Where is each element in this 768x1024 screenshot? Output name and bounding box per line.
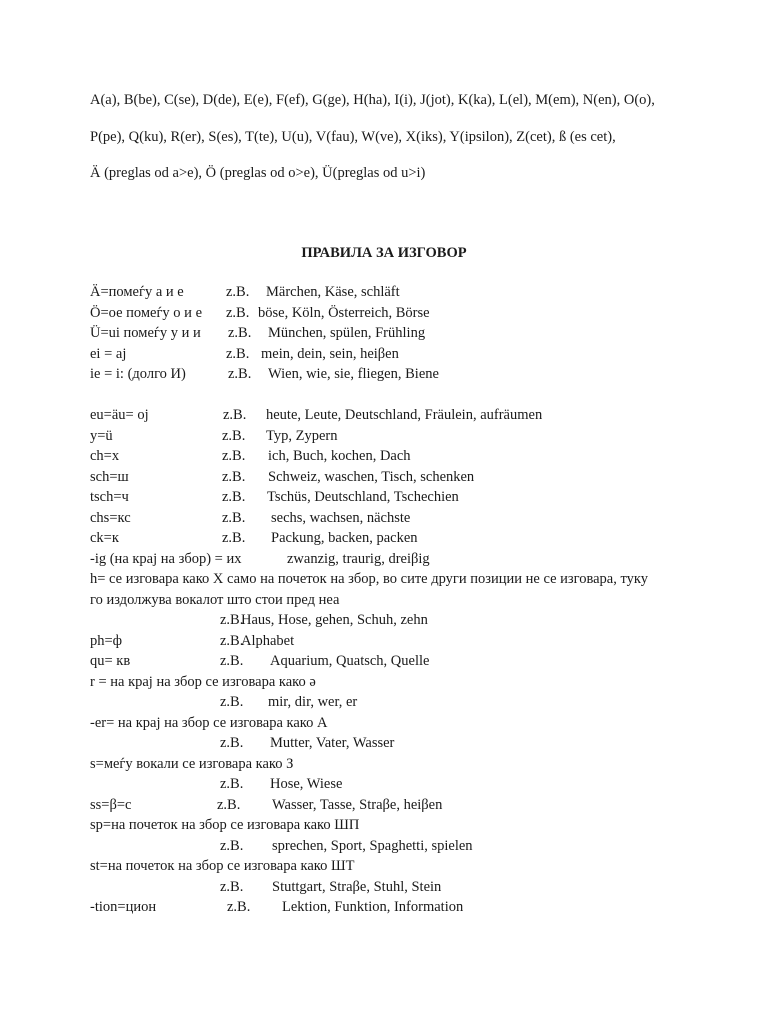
example-words: zwanzig, traurig, dreiβig: [287, 550, 430, 567]
rule-row: [90, 405, 730, 426]
rule-row: [90, 549, 730, 570]
rule-text: eu=äu= oj: [90, 407, 149, 423]
rule-row: [90, 426, 730, 447]
example-words: Schweiz, waschen, Tisch, schenken: [268, 468, 475, 485]
example-words: Packung, backen, packen: [271, 530, 418, 546]
example-label: z.B.: [223, 407, 247, 423]
example-label: z.B.: [226, 284, 250, 300]
rule-text: h= се изговара како Х само на почеток на збор, во сите други позиции не се изговара, туку: [90, 571, 648, 587]
rule-row: [90, 877, 730, 898]
example-words: sechs, wachsen, nächste: [271, 509, 411, 526]
rule-row: [90, 774, 730, 795]
rule-text: Ä=помеѓу а и е: [90, 284, 184, 300]
rule-row: [90, 487, 730, 508]
rule-text: Ü=ui помеѓу у и и: [90, 325, 201, 341]
rule-text: sp=на почеток на збор се изговара како ШП: [90, 817, 360, 833]
example-label: z.B.: [222, 468, 246, 485]
example-label: z.B.: [228, 366, 252, 382]
rule-row: [90, 323, 730, 344]
example-words: ich, Buch, kochen, Dach: [268, 448, 411, 464]
rule-row: [90, 754, 730, 775]
rule-text: ss=β=с: [90, 796, 132, 813]
example-label: z.B.: [220, 735, 244, 751]
example-words: Aquarium, Quatsch, Quelle: [270, 653, 430, 669]
rule-text: ie = i: (долго И): [90, 366, 186, 382]
example-label: z.B.: [222, 489, 246, 505]
example-words: München, spülen, Frühling: [268, 325, 426, 341]
rule-text: qu= кв: [90, 653, 131, 669]
example-words: Hose, Wiese: [270, 776, 343, 792]
rule-row: [90, 590, 730, 611]
alphabet-line-3: Ä (preglas od a>e), Ö (preglas od o>e), Ü(preglas od u>i): [90, 165, 426, 181]
example-label: z.B.: [220, 694, 244, 710]
rule-row: [90, 631, 730, 652]
rule-text: chs=кс: [90, 509, 131, 526]
alphabet-line-1: A(a), B(be), C(se), D(de), E(e), F(ef), G(ge), H(ha), I(i), J(jot), K(ka), L(el), M(em), N(en), O(o),: [90, 92, 655, 108]
rule-text: Ö=ое помеѓу о и е: [90, 304, 202, 321]
rule-row: [90, 303, 730, 324]
example-label: z.B.: [220, 653, 244, 669]
rule-row: [90, 733, 730, 754]
rule-row: [90, 364, 730, 385]
rule-text: tsch=ч: [90, 489, 129, 505]
example-label: z.B.: [222, 509, 246, 526]
rule-text: ch=х: [90, 448, 120, 464]
example-label: z.B.: [220, 878, 244, 895]
example-words: heute, Leute, Deutschland, Fräulein, aufräumen: [266, 407, 543, 423]
example-words: sprechen, Sport, Spaghetti, spielen: [272, 837, 473, 854]
example-label: z.B.: [222, 427, 246, 444]
example-words: Alphabet: [241, 632, 295, 649]
rule-text: ei = aj: [90, 345, 127, 362]
example-words: Märchen, Käse, schläft: [266, 284, 400, 300]
rule-row: [90, 446, 730, 467]
example-words: Tschüs, Deutschland, Tschechien: [267, 489, 459, 505]
example-words: Lektion, Funktion, Information: [282, 899, 464, 915]
rule-row: [90, 528, 730, 549]
example-words: mein, dein, sein, heiβen: [261, 345, 399, 362]
example-label: z.B.: [220, 632, 244, 649]
rule-text: -ig (на крај на збор) = их: [90, 550, 242, 567]
example-label: z.B.: [220, 612, 244, 628]
rule-text: го издолжува вокалот што стои пред неа: [90, 591, 340, 608]
rule-row: [90, 836, 730, 857]
example-words: Haus, Hose, gehen, Schuh, zehn: [241, 612, 428, 628]
example-label: z.B.: [228, 325, 252, 341]
example-label: z.B.: [222, 530, 246, 546]
rule-row: [90, 672, 730, 693]
example-words: Wasser, Tasse, Straβe, heiβen: [272, 796, 443, 813]
rule-row: [90, 795, 730, 816]
example-words: Typ, Zypern: [266, 427, 338, 444]
example-label: z.B.: [226, 345, 250, 362]
rule-text: ph=ф: [90, 632, 123, 649]
example-label: z.B.: [220, 776, 244, 792]
rule-text: st=на почеток на збор се изговара како ШТ: [90, 858, 355, 874]
rule-row: [90, 897, 730, 918]
pronunciation-rules: [90, 282, 730, 918]
rule-row: [90, 610, 730, 631]
rule-text: s=меѓу вокали се изговара како З: [90, 755, 294, 772]
example-label: z.B.: [217, 796, 241, 813]
rule-row: [90, 856, 730, 877]
rule-row: [90, 651, 730, 672]
example-words: Stuttgart, Straβe, Stuhl, Stein: [272, 878, 442, 895]
rule-row: [90, 569, 730, 590]
rule-row: [90, 692, 730, 713]
example-label: z.B.: [222, 448, 246, 464]
rule-text: -er= на крај на збор се изговара како А: [90, 714, 328, 731]
rule-row: [90, 467, 730, 488]
rule-text: -tion=цион: [90, 899, 157, 915]
rule-row: [90, 508, 730, 529]
example-words: mir, dir, wer, er: [268, 694, 358, 710]
page-title: ПРАВИЛА ЗА ИЗГОВОР: [301, 245, 467, 261]
rule-row: [90, 344, 730, 365]
rule-row: [90, 385, 730, 406]
example-words: böse, Köln, Österreich, Börse: [258, 304, 430, 321]
rule-text: ck=к: [90, 530, 119, 546]
rule-text: r = на крај на збор се изговара како ə: [90, 673, 316, 690]
alphabet-line-2: P(pe), Q(ku), R(er), S(es), T(te), U(u), V(fau), W(ve), X(iks), Y(ipsilon), Z(cet), ß (es cet),: [90, 129, 616, 145]
rule-text: y=ü: [90, 427, 113, 444]
rule-row: [90, 713, 730, 734]
rule-row: [90, 282, 730, 303]
example-label: z.B.: [226, 304, 250, 321]
rule-text: sch=ш: [90, 468, 129, 485]
example-words: Mutter, Vater, Wasser: [270, 735, 395, 751]
example-label: z.B.: [227, 899, 251, 915]
example-words: Wien, wie, sie, fliegen, Biene: [268, 366, 439, 382]
example-label: z.B.: [220, 837, 244, 854]
rule-row: [90, 815, 730, 836]
